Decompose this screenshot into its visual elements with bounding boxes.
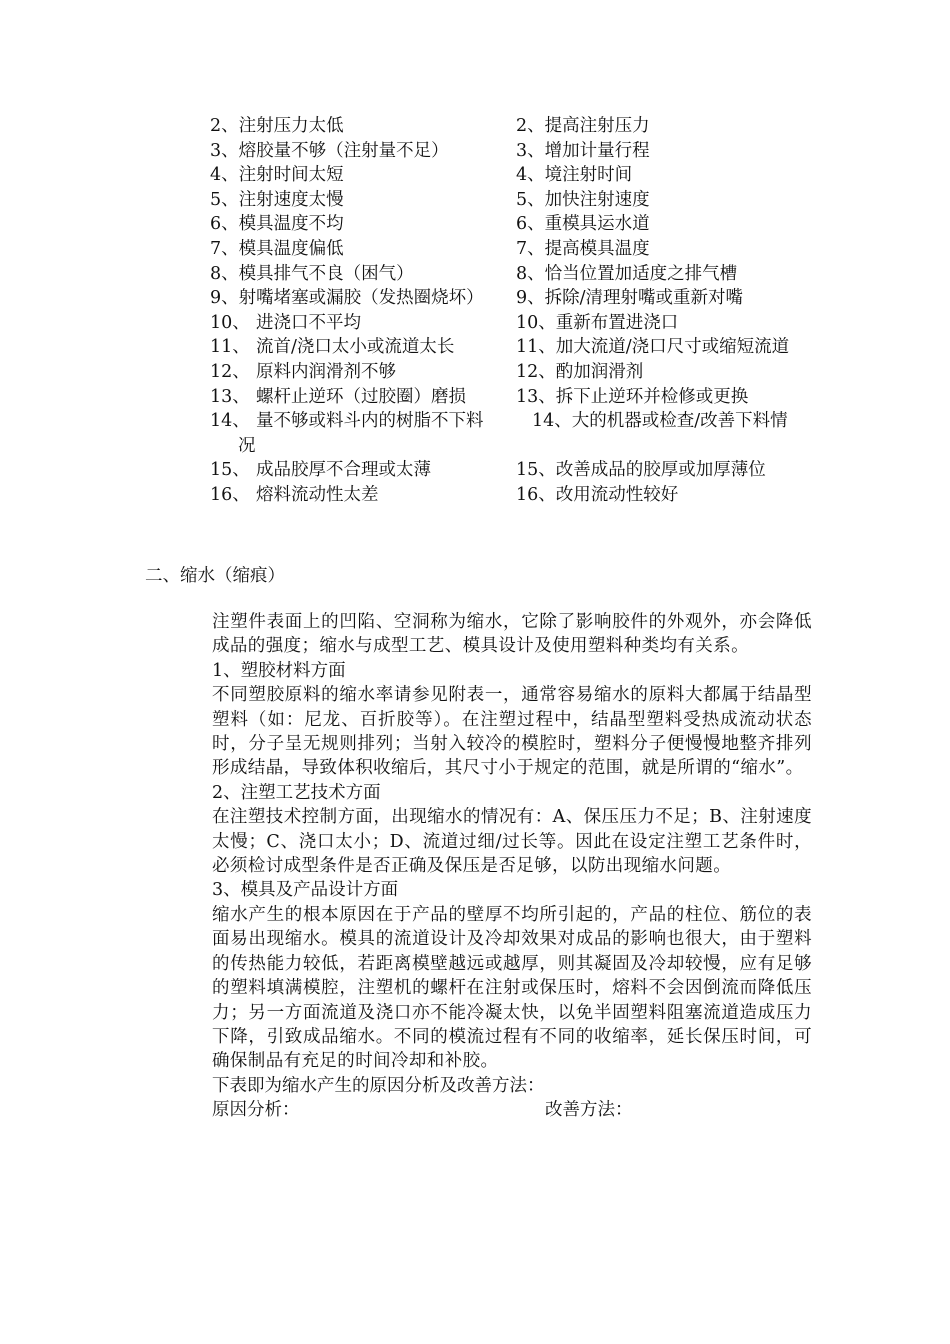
table-intro: 下表即为缩水产生的原因分析及改善方法： [212,1075,545,1096]
fix-text: 5、加快注射速度 [516,189,650,210]
intro-paragraph: 注塑件表面上的凹陷、空洞称为缩水，它除了影响胶件的外观外，亦会降低成品的强度；缩水与成型工艺、模具设计及使用塑料种类均有关系。 [212,612,812,657]
fix-text: 9、拆除/清理射嘴或重新对嘴 [516,288,744,309]
fix-text: 8、恰当位置加适度之排气槽 [516,263,738,284]
subsection-paragraph: 缩水产生的根本原因在于产品的壁厚不均所引起的，产品的柱位、筋位的表面易出现缩水。模具的流道设计及冷却效果对成品的影响也很大，由于塑料的传热能力较低，若距离模壁越远或越厚，则其凝固及冷却较慢，应有足够的塑料填满模腔，注塑机的螺杆在注射或保压时，熔料不会因倒流而降低压力；另一方面流道及浇口亦不能冷凝太快，以免半固塑料阻塞流道造成压力下降，引致成品缩水。不同的模流过程有不同的收缩率，延长保压时间，可确保制品有充足的时间冷却和补胶。 [212,904,812,1072]
cause-text: 7、模具温度偏低 [210,238,344,259]
cause-text: 11、 流首/浇口太小或流道太长 [210,337,455,358]
list-item [210,262,830,287]
fix-text: 3、增加计量行程 [516,140,650,161]
table-header [212,1098,812,1122]
list-item [210,163,830,188]
list-item [210,409,830,458]
cause-text: 14、 量不够或料斗内的树脂不下料 况 [210,411,484,456]
section-title: 二、缩水（缩痕） [145,566,285,586]
cause-text: 3、熔胶量不够（注射量不足） [210,140,449,161]
cause-text: 10、 进浇口不平均 [210,312,361,333]
cause-fix-list [210,114,830,507]
fix-text: 6、重模具运水道 [516,214,650,235]
fix-text: 11、加大流道/浇口尺寸或缩短流道 [516,337,790,358]
cause-text: 15、 成品胶厚不合理或太薄 [210,460,431,481]
list-item [210,139,830,164]
subsection-paragraph: 在注塑技术控制方面，出现缩水的情况有：A、保压压力不足；B、注射速度太慢；C、浇口太小；D、流道过细/过长等。因此在设定注塑工艺条件时，必须检讨成型条件是否正确及保压是否足够，以防出现缩水问题。 [212,807,812,877]
cause-text: 5、注射速度太慢 [210,189,344,210]
list-item [210,188,830,213]
list-item [210,286,830,311]
cause-text: 13、 螺杆止逆环（过胶圈）磨损 [210,386,466,407]
subsection-title: 1、塑胶材料方面 [212,660,346,681]
fix-text: 12、酌加润滑剂 [516,361,644,382]
fix-text: 14、大的机器或检查/改善下料情 [532,411,788,432]
cause-text: 4、注射时间太短 [210,165,344,186]
fix-text: 16、改用流动性较好 [516,484,679,505]
fix-text: 13、拆下止逆环并检修或更换 [516,386,749,407]
list-item [210,360,830,385]
list-item [210,335,830,360]
subsection-title: 3、模具及产品设计方面 [212,880,399,901]
cause-text: 16、 熔料流动性太差 [210,484,379,505]
cause-text: 6、模具温度不均 [210,214,344,235]
list-item [210,385,830,410]
subsection-paragraph: 不同塑胶原料的缩水率请参见附表一，通常容易缩水的原料大都属于结晶型塑料（如：尼龙、百折胶等）。在注塑过程中，结晶型塑料受热成流动状态时，分子呈无规则排列；当射入较冷的模腔时，塑料分子便慢慢地整齐排列形成结晶，导致体积收缩后，其尺寸小于规定的范围，就是所谓的“缩水”。 [212,685,812,779]
fix-text: 4、境注射时间 [516,165,633,186]
cause-text: 9、射嘴堵塞或漏胶（发热圈烧坏） [210,288,484,309]
subsection-title: 2、注塑工艺技术方面 [212,782,381,803]
section-body [212,610,812,1123]
fix-text: 2、提高注射压力 [516,116,650,136]
list-item [210,237,830,262]
list-item [210,114,830,139]
list-item [210,212,830,237]
cause-text: 12、 原料内润滑剂不够 [210,361,396,382]
cause-text: 8、模具排气不良（困气） [210,263,414,284]
list-item [210,311,830,336]
list-item [210,458,830,483]
fix-text: 10、重新布置进浇口 [516,312,679,333]
column-header-fix: 改善方法： [545,1100,633,1121]
fix-text: 15、改善成品的胶厚或加厚薄位 [516,460,766,481]
cause-text: 2、注射压力太低 [210,116,344,136]
column-header-cause: 原因分析： [212,1100,300,1121]
list-item [210,483,830,508]
fix-text: 7、提高模具温度 [516,238,650,259]
